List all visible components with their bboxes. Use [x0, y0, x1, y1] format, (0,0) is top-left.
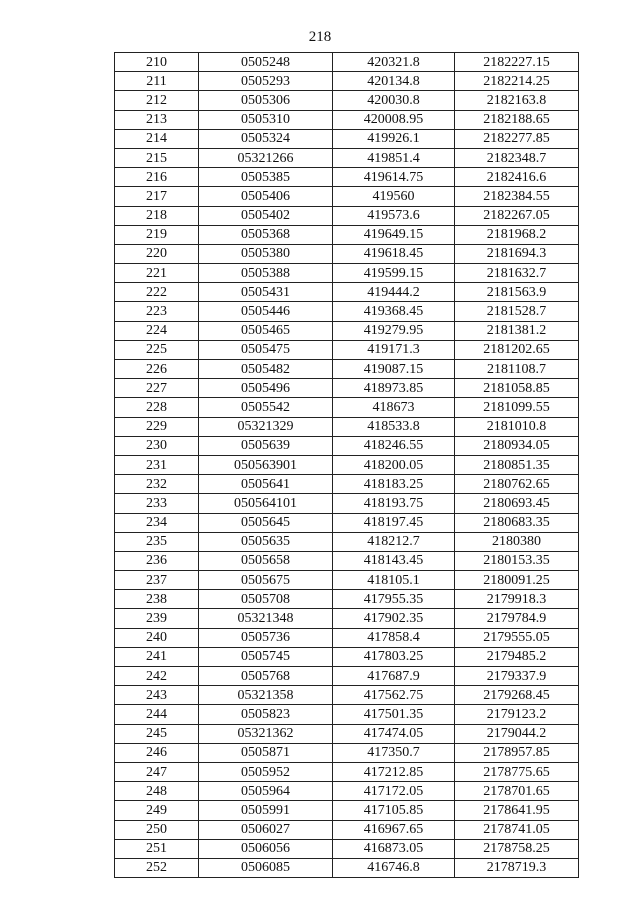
y-coordinate-cell: 2180762.65 [455, 475, 579, 494]
point-number-cell: 247 [115, 762, 199, 781]
y-coordinate-cell: 2180380 [455, 532, 579, 551]
x-coordinate-cell: 418246.55 [333, 436, 455, 455]
y-coordinate-cell: 2181694.3 [455, 244, 579, 263]
point-number-cell: 216 [115, 168, 199, 187]
x-coordinate-cell: 416873.05 [333, 839, 455, 858]
point-code-cell: 0506056 [199, 839, 333, 858]
point-code-cell: 0505310 [199, 110, 333, 129]
point-number-cell: 212 [115, 91, 199, 110]
x-coordinate-cell: 417350.7 [333, 743, 455, 762]
point-number-cell: 224 [115, 321, 199, 340]
y-coordinate-cell: 2178775.65 [455, 762, 579, 781]
y-coordinate-cell: 2179044.2 [455, 724, 579, 743]
point-number-cell: 237 [115, 571, 199, 590]
point-code-cell: 0505736 [199, 628, 333, 647]
point-number-cell: 230 [115, 436, 199, 455]
point-number-cell: 218 [115, 206, 199, 225]
x-coordinate-cell: 418673 [333, 398, 455, 417]
y-coordinate-cell: 2181632.7 [455, 264, 579, 283]
point-code-cell: 0505641 [199, 475, 333, 494]
table-row [115, 398, 579, 417]
point-code-cell: 0505964 [199, 782, 333, 801]
y-coordinate-cell: 2182384.55 [455, 187, 579, 206]
point-number-cell: 223 [115, 302, 199, 321]
point-code-cell: 0505293 [199, 72, 333, 91]
point-number-cell: 232 [115, 475, 199, 494]
table-row [115, 129, 579, 148]
x-coordinate-cell: 419618.45 [333, 244, 455, 263]
table-row [115, 782, 579, 801]
table-row [115, 455, 579, 474]
table-row [115, 609, 579, 628]
table-row [115, 647, 579, 666]
x-coordinate-cell: 419614.75 [333, 168, 455, 187]
point-code-cell: 0505635 [199, 532, 333, 551]
y-coordinate-cell: 2181563.9 [455, 283, 579, 302]
point-number-cell: 236 [115, 551, 199, 570]
x-coordinate-cell: 417687.9 [333, 667, 455, 686]
x-coordinate-cell: 417803.25 [333, 647, 455, 666]
point-number-cell: 221 [115, 264, 199, 283]
table-body [115, 53, 579, 878]
point-code-cell: 050563901 [199, 455, 333, 474]
point-number-cell: 219 [115, 225, 199, 244]
y-coordinate-cell: 2181099.55 [455, 398, 579, 417]
point-number-cell: 211 [115, 72, 199, 91]
table-row [115, 858, 579, 877]
point-code-cell: 0506085 [199, 858, 333, 877]
y-coordinate-cell: 2181381.2 [455, 321, 579, 340]
point-number-cell: 234 [115, 513, 199, 532]
point-code-cell: 0505708 [199, 590, 333, 609]
table-row [115, 244, 579, 263]
point-number-cell: 246 [115, 743, 199, 762]
point-number-cell: 229 [115, 417, 199, 436]
point-code-cell: 0505482 [199, 360, 333, 379]
x-coordinate-cell: 418973.85 [333, 379, 455, 398]
table-row [115, 743, 579, 762]
table-row [115, 379, 579, 398]
y-coordinate-cell: 2180683.35 [455, 513, 579, 532]
table-row [115, 705, 579, 724]
x-coordinate-cell: 418533.8 [333, 417, 455, 436]
table-row [115, 340, 579, 359]
table-row [115, 187, 579, 206]
point-number-cell: 231 [115, 455, 199, 474]
table-row [115, 513, 579, 532]
point-code-cell: 050564101 [199, 494, 333, 513]
coordinates-table [114, 52, 579, 878]
table-row [115, 148, 579, 167]
point-code-cell: 0505991 [199, 801, 333, 820]
point-code-cell: 0505406 [199, 187, 333, 206]
point-code-cell: 0506027 [199, 820, 333, 839]
x-coordinate-cell: 420134.8 [333, 72, 455, 91]
table-row [115, 686, 579, 705]
y-coordinate-cell: 2180153.35 [455, 551, 579, 570]
table-row [115, 53, 579, 72]
y-coordinate-cell: 2182416.6 [455, 168, 579, 187]
point-code-cell: 0505952 [199, 762, 333, 781]
table-row [115, 321, 579, 340]
x-coordinate-cell: 418212.7 [333, 532, 455, 551]
x-coordinate-cell: 419560 [333, 187, 455, 206]
point-code-cell: 0505871 [199, 743, 333, 762]
table-row [115, 628, 579, 647]
point-code-cell: 05321358 [199, 686, 333, 705]
point-code-cell: 05321348 [199, 609, 333, 628]
y-coordinate-cell: 2181010.8 [455, 417, 579, 436]
table-row [115, 839, 579, 858]
x-coordinate-cell: 420008.95 [333, 110, 455, 129]
point-number-cell: 238 [115, 590, 199, 609]
x-coordinate-cell: 418193.75 [333, 494, 455, 513]
point-number-cell: 225 [115, 340, 199, 359]
point-number-cell: 235 [115, 532, 199, 551]
point-number-cell: 251 [115, 839, 199, 858]
y-coordinate-cell: 2182163.8 [455, 91, 579, 110]
table-row [115, 206, 579, 225]
table-row [115, 494, 579, 513]
y-coordinate-cell: 2182267.05 [455, 206, 579, 225]
point-number-cell: 252 [115, 858, 199, 877]
point-number-cell: 220 [115, 244, 199, 263]
point-number-cell: 217 [115, 187, 199, 206]
y-coordinate-cell: 2178719.3 [455, 858, 579, 877]
x-coordinate-cell: 419444.2 [333, 283, 455, 302]
y-coordinate-cell: 2181202.65 [455, 340, 579, 359]
y-coordinate-cell: 2179784.9 [455, 609, 579, 628]
point-number-cell: 239 [115, 609, 199, 628]
point-number-cell: 214 [115, 129, 199, 148]
y-coordinate-cell: 2181968.2 [455, 225, 579, 244]
x-coordinate-cell: 419171.3 [333, 340, 455, 359]
point-number-cell: 249 [115, 801, 199, 820]
y-coordinate-cell: 2179268.45 [455, 686, 579, 705]
point-code-cell: 0505446 [199, 302, 333, 321]
table-row [115, 168, 579, 187]
point-code-cell: 0505823 [199, 705, 333, 724]
table-row [115, 72, 579, 91]
table-row [115, 91, 579, 110]
y-coordinate-cell: 2178641.95 [455, 801, 579, 820]
point-code-cell: 0505465 [199, 321, 333, 340]
point-code-cell: 0505306 [199, 91, 333, 110]
point-code-cell: 0505380 [199, 244, 333, 263]
table-row [115, 225, 579, 244]
y-coordinate-cell: 2182227.15 [455, 53, 579, 72]
x-coordinate-cell: 419851.4 [333, 148, 455, 167]
x-coordinate-cell: 417955.35 [333, 590, 455, 609]
table-row [115, 283, 579, 302]
y-coordinate-cell: 2179555.05 [455, 628, 579, 647]
table-row [115, 417, 579, 436]
table-row [115, 724, 579, 743]
y-coordinate-cell: 2180934.05 [455, 436, 579, 455]
table-row [115, 667, 579, 686]
y-coordinate-cell: 2178741.05 [455, 820, 579, 839]
x-coordinate-cell: 418183.25 [333, 475, 455, 494]
x-coordinate-cell: 417501.35 [333, 705, 455, 724]
x-coordinate-cell: 416746.8 [333, 858, 455, 877]
table-row [115, 302, 579, 321]
table-row [115, 532, 579, 551]
x-coordinate-cell: 419599.15 [333, 264, 455, 283]
x-coordinate-cell: 419649.15 [333, 225, 455, 244]
x-coordinate-cell: 418105.1 [333, 571, 455, 590]
x-coordinate-cell: 417858.4 [333, 628, 455, 647]
page-number: 218 [308, 29, 332, 45]
point-number-cell: 242 [115, 667, 199, 686]
x-coordinate-cell: 418197.45 [333, 513, 455, 532]
point-number-cell: 250 [115, 820, 199, 839]
x-coordinate-cell: 419926.1 [333, 129, 455, 148]
point-number-cell: 213 [115, 110, 199, 129]
y-coordinate-cell: 2182188.65 [455, 110, 579, 129]
y-coordinate-cell: 2179485.2 [455, 647, 579, 666]
x-coordinate-cell: 418143.45 [333, 551, 455, 570]
point-number-cell: 248 [115, 782, 199, 801]
point-code-cell: 0505475 [199, 340, 333, 359]
x-coordinate-cell: 419279.95 [333, 321, 455, 340]
x-coordinate-cell: 417172.05 [333, 782, 455, 801]
x-coordinate-cell: 417474.05 [333, 724, 455, 743]
x-coordinate-cell: 419368.45 [333, 302, 455, 321]
table-row [115, 801, 579, 820]
table-row [115, 551, 579, 570]
y-coordinate-cell: 2181528.7 [455, 302, 579, 321]
y-coordinate-cell: 2182277.85 [455, 129, 579, 148]
point-code-cell: 0505542 [199, 398, 333, 417]
y-coordinate-cell: 2181108.7 [455, 360, 579, 379]
y-coordinate-cell: 2179918.3 [455, 590, 579, 609]
point-number-cell: 226 [115, 360, 199, 379]
point-code-cell: 0505324 [199, 129, 333, 148]
table-row [115, 436, 579, 455]
point-code-cell: 0505248 [199, 53, 333, 72]
y-coordinate-cell: 2179337.9 [455, 667, 579, 686]
y-coordinate-cell: 2180851.35 [455, 455, 579, 474]
point-code-cell: 05321266 [199, 148, 333, 167]
x-coordinate-cell: 418200.05 [333, 455, 455, 474]
x-coordinate-cell: 417562.75 [333, 686, 455, 705]
x-coordinate-cell: 417902.35 [333, 609, 455, 628]
point-code-cell: 05321329 [199, 417, 333, 436]
point-code-cell: 0505431 [199, 283, 333, 302]
point-number-cell: 228 [115, 398, 199, 417]
y-coordinate-cell: 2182348.7 [455, 148, 579, 167]
table-row [115, 820, 579, 839]
table-row [115, 762, 579, 781]
point-number-cell: 244 [115, 705, 199, 724]
x-coordinate-cell: 416967.65 [333, 820, 455, 839]
point-code-cell: 0505368 [199, 225, 333, 244]
point-code-cell: 05321362 [199, 724, 333, 743]
y-coordinate-cell: 2178758.25 [455, 839, 579, 858]
table-row [115, 360, 579, 379]
table-row [115, 590, 579, 609]
y-coordinate-cell: 2182214.25 [455, 72, 579, 91]
point-number-cell: 245 [115, 724, 199, 743]
point-number-cell: 227 [115, 379, 199, 398]
point-number-cell: 241 [115, 647, 199, 666]
y-coordinate-cell: 2181058.85 [455, 379, 579, 398]
x-coordinate-cell: 417212.85 [333, 762, 455, 781]
x-coordinate-cell: 420030.8 [333, 91, 455, 110]
point-code-cell: 0505496 [199, 379, 333, 398]
table-row [115, 475, 579, 494]
point-number-cell: 233 [115, 494, 199, 513]
point-code-cell: 0505639 [199, 436, 333, 455]
point-number-cell: 240 [115, 628, 199, 647]
point-code-cell: 0505768 [199, 667, 333, 686]
point-number-cell: 210 [115, 53, 199, 72]
point-code-cell: 0505388 [199, 264, 333, 283]
point-code-cell: 0505402 [199, 206, 333, 225]
point-code-cell: 0505675 [199, 571, 333, 590]
table-row [115, 110, 579, 129]
table-row [115, 571, 579, 590]
point-code-cell: 0505385 [199, 168, 333, 187]
y-coordinate-cell: 2178701.65 [455, 782, 579, 801]
point-number-cell: 215 [115, 148, 199, 167]
point-code-cell: 0505658 [199, 551, 333, 570]
x-coordinate-cell: 417105.85 [333, 801, 455, 820]
y-coordinate-cell: 2179123.2 [455, 705, 579, 724]
point-code-cell: 0505645 [199, 513, 333, 532]
y-coordinate-cell: 2180693.45 [455, 494, 579, 513]
y-coordinate-cell: 2178957.85 [455, 743, 579, 762]
point-code-cell: 0505745 [199, 647, 333, 666]
point-number-cell: 243 [115, 686, 199, 705]
point-number-cell: 222 [115, 283, 199, 302]
x-coordinate-cell: 419087.15 [333, 360, 455, 379]
table-row [115, 264, 579, 283]
x-coordinate-cell: 419573.6 [333, 206, 455, 225]
y-coordinate-cell: 2180091.25 [455, 571, 579, 590]
x-coordinate-cell: 420321.8 [333, 53, 455, 72]
